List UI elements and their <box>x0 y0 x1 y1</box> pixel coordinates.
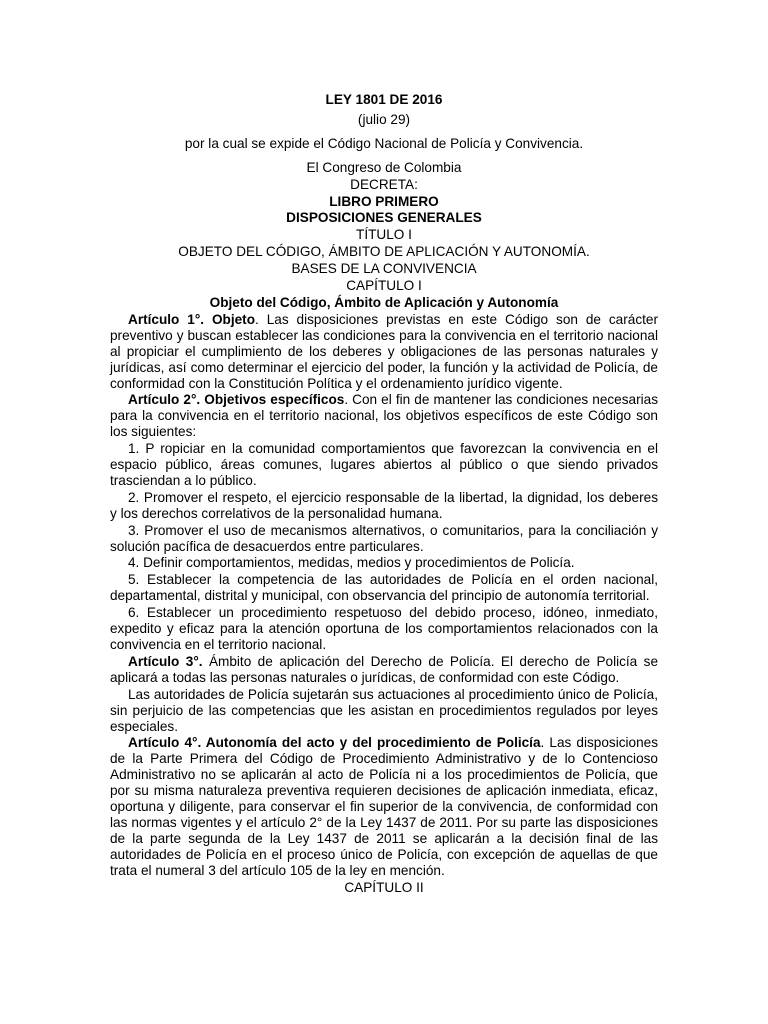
law-date: (julio 29) <box>357 111 411 127</box>
list-item-3: 3. Promover el uso de mecanismos alternativos, o comunitarios, para la conciliación y solución pacífica de desacuerdos entre particulares. <box>110 522 658 554</box>
list-item-2: 2. Promover el respeto, el ejercicio responsable de la libertad, la dignidad, los deberes y los derechos correlativos de la personalidad humana. <box>110 489 658 521</box>
document-page <box>110 92 658 897</box>
bases-heading: BASES DE LA CONVIVENCIA <box>291 261 477 277</box>
article-3-lead: Artículo 3°. <box>128 653 203 669</box>
article-2 <box>110 392 658 440</box>
list-item-4: 4. Definir comportamientos, medidas, medios y procedimientos de Policía. <box>128 555 575 571</box>
law-subtitle: por la cual se expide el Código Nacional de Policía y Convivencia. <box>184 135 584 151</box>
disposiciones-heading: DISPOSICIONES GENERALES <box>286 210 482 226</box>
article-4 <box>110 735 658 878</box>
list-item-6: 6. Establecer un procedimiento respetuoso del debido proceso, idóneo, inmediato, expedito y eficaz para la atención oportuna de los comportamientos relacionados con la convivencia en el territorio nacional. <box>110 605 658 652</box>
article-4-lead: Artículo 4°. Autonomía del acto y del procedimiento de Policía <box>128 735 541 751</box>
list-item-1: 1. P ropiciar en la comunidad comportamientos que favorezcan la convivencia en el espacio público, áreas comunes, lugares abiertos al público o que siendo privados trasciendan a lo público. <box>110 441 658 488</box>
decreta-line: DECRETA: <box>350 176 418 192</box>
article-3-text: Ámbito de aplicación del Derecho de Policía. El derecho de Policía se aplicará a todas las personas naturales o jurídicas, de conformidad con este Código. <box>110 653 659 685</box>
list-item-5: 5. Establecer la competencia de las autoridades de Policía en el orden nacional, departamental, distrital y municipal, con observancia del principio de autonomía territorial. <box>110 572 658 604</box>
capitulo-2-heading: CAPÍTULO II <box>344 879 424 895</box>
article-1-text: . Las disposiciones previstas en este Código son de carácter preventivo y buscan establecer las condiciones para la convivencia en el territorio nacional al propiciar el cumplimiento de los deberes y obligaciones de las personas naturales y jurídicas, así como determinar el ejercicio del poder, la función y la actividad de Policía, de conformidad con la Constitución Política y el ordenamiento jurídico vigente. <box>110 311 658 391</box>
article-2-lead: Artículo 2°. Objetivos específicos <box>128 392 345 408</box>
article-1-lead: Artículo 1°. Objeto <box>128 311 256 327</box>
article-2-text: . Con el fin de mantener las condiciones necesarias para la convivencia en el territorio nacional, los objetivos específicos de este Código son los siguientes: <box>110 392 658 440</box>
article-4-text: . Las disposiciones de la Parte Primera del Código de Procedimiento Administrativo y de lo Contencioso Administrativo no se aplicarán al acto de Policía ni a los procedimientos de Policía, que por su misma naturaleza preventiva requieren decisiones de aplicación inmediata, eficaz, oportuna y diligente, para conservar el fin superior de la convivencia, de conformidad con las normas vigentes y el artículo 2° de la Ley 1437 de 2011. Por su parte las disposiciones de la parte segunda de la Ley 1437 de 2011 se aplicarán a la decisión final de las autoridades de Policía en el proceso único de Policía, con excepción de aquellas de que trata el numeral 3 del artículo 105 de la ley en mención. <box>110 735 659 878</box>
article-3 <box>110 654 658 686</box>
libro-heading: LIBRO PRIMERO <box>329 193 439 209</box>
capitulo-name: Objeto del Código, Ámbito de Aplicación y Autonomía <box>209 294 559 310</box>
article-1 <box>110 312 658 392</box>
law-title: LEY 1801 DE 2016 <box>325 92 443 107</box>
congress-line: El Congreso de Colombia <box>306 159 462 175</box>
titulo-heading: TÍTULO I <box>356 227 412 243</box>
capitulo-heading: CAPÍTULO I <box>346 278 422 294</box>
titulo-name: OBJETO DEL CÓDIGO, ÁMBITO DE APLICACIÓN Y AUTONOMÍA. <box>178 244 590 260</box>
article-3-paragraph-2: Las autoridades de Policía sujetarán sus actuaciones al procedimiento único de Policía, sin perjuicio de las competencias que les asistan en procedimientos regulados por leyes especiales. <box>110 686 658 734</box>
